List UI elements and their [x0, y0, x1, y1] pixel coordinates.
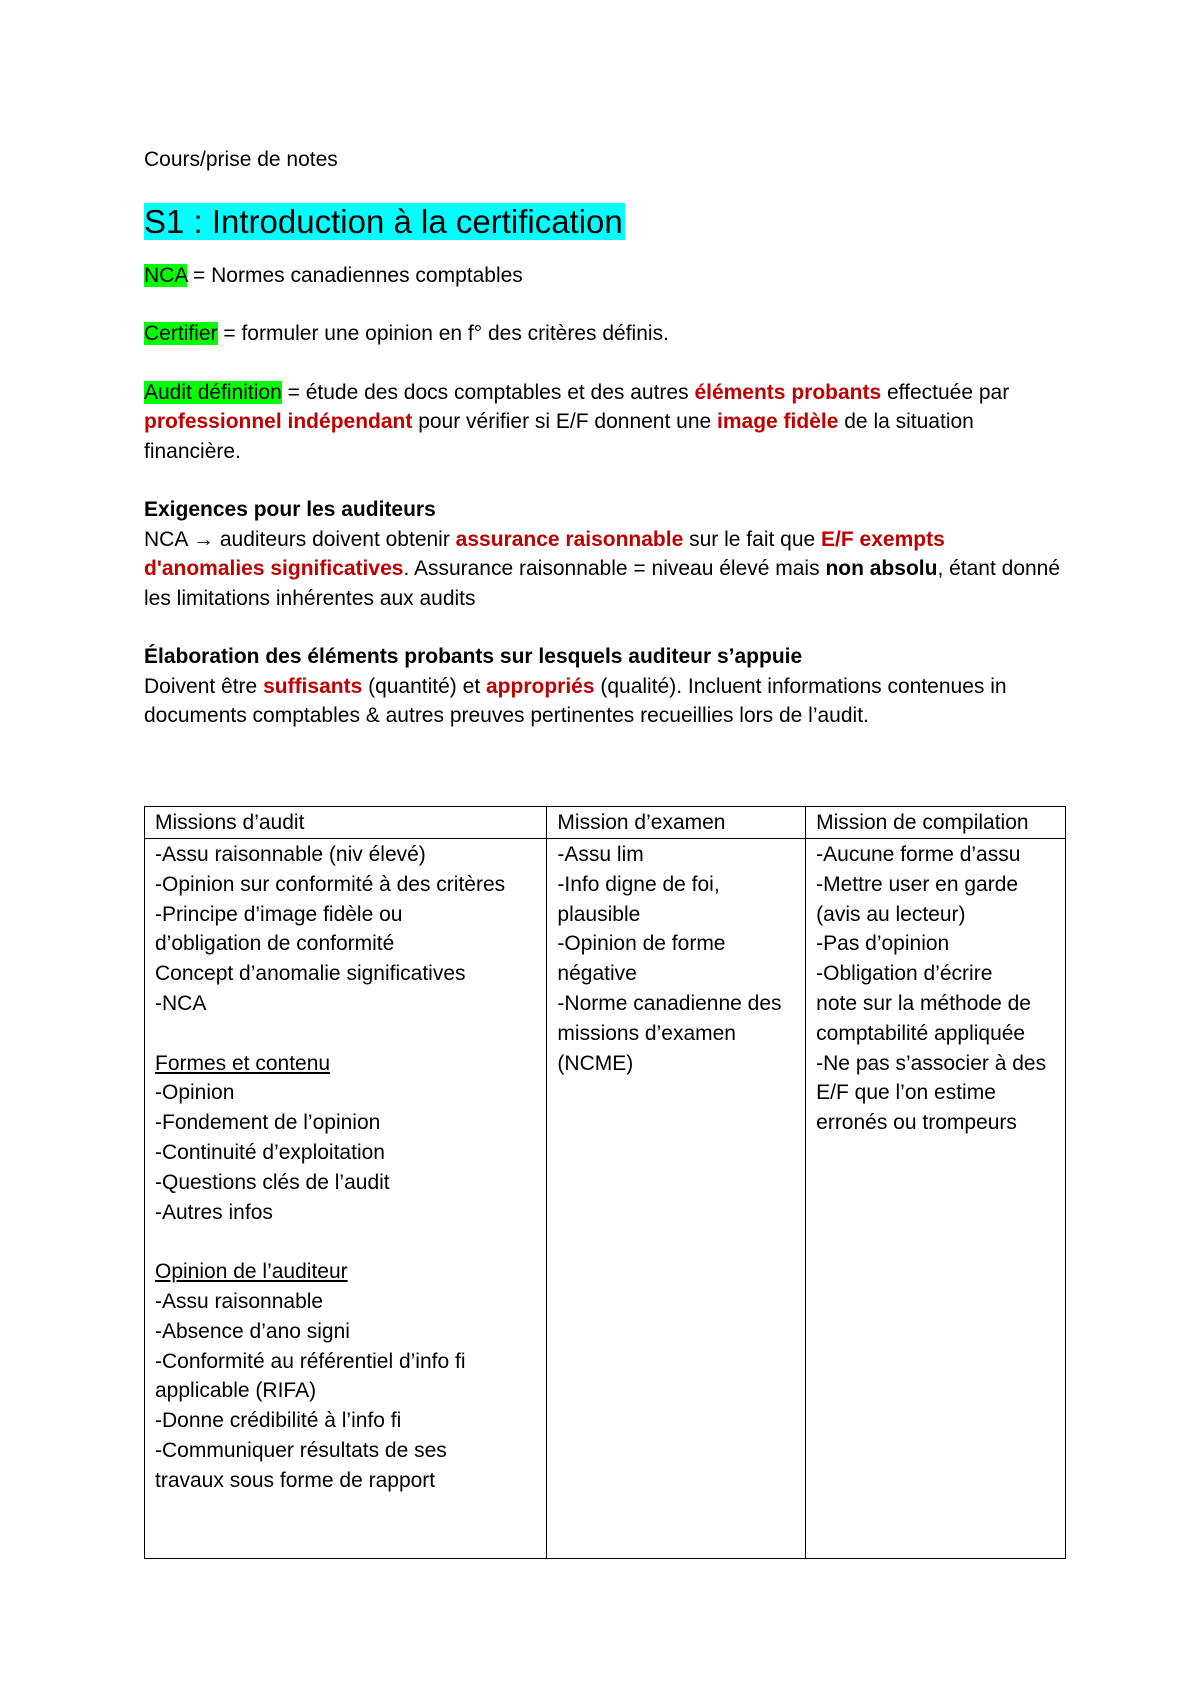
elaboration-text-1: Doivent être	[144, 674, 264, 698]
spacer	[155, 1019, 536, 1049]
audit-emph-1: éléments probants	[694, 380, 882, 404]
exigences-paragraph	[144, 525, 1066, 614]
missions-table	[144, 806, 1066, 1559]
cell-missions-audit	[145, 839, 547, 1559]
list-item: erronés ou trompeurs	[816, 1111, 1017, 1135]
elaboration-text-2: (quantité) et	[362, 674, 486, 698]
list-item: plausible	[557, 902, 641, 926]
document-body	[144, 145, 1066, 760]
exigences-heading: Exigences pour les auditeurs	[144, 498, 436, 521]
exigences-text-1: NCA	[144, 527, 194, 551]
audit-text-2: effectuée par	[881, 380, 1010, 404]
list-item: -Assu raisonnable (niv élevé)	[155, 843, 426, 866]
list-item: -Assu lim	[557, 843, 644, 866]
cell-mission-examen	[547, 839, 806, 1559]
header-mission-compilation: Mission de compilation	[806, 807, 1066, 839]
list-item: -Absence d’ano signi	[155, 1319, 350, 1343]
list-item: -Pas d’opinion	[816, 932, 950, 956]
audit-emph-2: professionnel indépendant	[144, 410, 413, 433]
list-item: -Opinion	[155, 1081, 235, 1105]
list-item: -Mettre user en garde	[816, 872, 1019, 896]
list-item: -Opinion sur conformité à des critères	[155, 872, 506, 896]
arrow-icon: →	[193, 527, 215, 551]
list-item: -Questions clés de l’audit	[155, 1170, 390, 1194]
list-item: -Principe d’image fidèle ou	[155, 902, 403, 926]
list-item: -Communiquer résultats de ses	[155, 1438, 447, 1462]
exigences-emph-2: E/F exempts d'anomalies significatives	[144, 527, 945, 580]
list-item: d’obligation de conformité	[155, 932, 395, 956]
header-mission-examen: Mission d’examen	[547, 807, 806, 839]
exigences-text-5: , étant donné les limitations inhérentes aux audits	[144, 557, 1061, 610]
nca-term: NCA	[144, 263, 188, 287]
list-item: -Norme canadienne des	[557, 991, 782, 1015]
elaboration-heading: Élaboration des éléments probants sur lesquels auditeur s’appuie	[144, 645, 803, 668]
list-item: négative	[557, 962, 637, 986]
list-item: travaux sous forme de rapport	[155, 1468, 436, 1492]
audit-text-3: pour vérifier si E/F donnent une	[412, 410, 718, 433]
list-item: -NCA	[155, 991, 207, 1015]
header-missions-audit: Missions d’audit	[145, 807, 547, 839]
audit-text-1: = étude des docs comptables et des autres	[281, 380, 695, 404]
list-item: -Assu raisonnable	[155, 1289, 324, 1313]
list-item: -Ne pas s’associer à des	[816, 1051, 1047, 1075]
list-item: -Aucune forme d’assu	[816, 843, 1021, 866]
certifier-term: Certifier	[144, 322, 218, 345]
list-item: Concept d’anomalie significatives	[155, 962, 466, 986]
list-item: comptabilité appliquée	[816, 1021, 1026, 1045]
list-item: -Obligation d’écrire	[816, 962, 993, 986]
table-row	[145, 839, 1066, 1559]
list-item: applicable (RIFA)	[155, 1379, 317, 1403]
list-item: -Continuité d’exploitation	[155, 1140, 385, 1164]
subheading-formes-contenu: Formes et contenu	[155, 1051, 331, 1075]
list-item: -Info digne de foi,	[557, 872, 720, 896]
audit-emph-3: image fidèle	[717, 410, 839, 433]
list-item: -Opinion de forme	[557, 932, 726, 956]
subheading-opinion-auditeur: Opinion de l’auditeur	[155, 1260, 348, 1284]
list-item: -Autres infos	[155, 1200, 273, 1224]
list-item: (avis au lecteur)	[816, 902, 966, 926]
list-item: -Fondement de l’opinion	[155, 1111, 381, 1135]
list-item: -Donne crédibilité à l’info fi	[155, 1409, 402, 1433]
elaboration-text-3: (qualité). Incluent informations contenues in documents comptables & autres preuves pertinentes recueillies lors de l’audit.	[144, 674, 1007, 727]
table-header-row	[145, 807, 1066, 839]
exigences-text-2: auditeurs doivent obtenir	[214, 527, 456, 551]
audit-text-4: de la situation financière.	[144, 410, 974, 463]
title-highlight: S1 : Introduction à la certification	[144, 202, 623, 240]
audit-definition	[144, 378, 1066, 467]
list-item: -Conformité au référentiel d’info fi	[155, 1349, 466, 1373]
certifier-definition	[144, 319, 1066, 349]
nca-definition	[144, 261, 1066, 291]
exigences-text-4: . Assurance raisonnable = niveau élevé mais	[403, 557, 826, 580]
pre-title: Cours/prise de notes	[144, 148, 338, 171]
list-item: (NCME)	[557, 1051, 634, 1075]
nca-def: = Normes canadiennes comptables	[187, 263, 523, 287]
exigences-bold-1: non absolu	[825, 557, 938, 580]
page-title	[144, 197, 1066, 247]
spacer	[155, 1227, 536, 1257]
audit-term: Audit définition	[144, 380, 282, 404]
elaboration-paragraph	[144, 672, 1066, 731]
certifier-def: = formuler une opinion en f° des critères définis.	[217, 322, 669, 345]
list-item: note sur la méthode de	[816, 991, 1031, 1015]
exigences-emph-1: assurance raisonnable	[455, 527, 684, 551]
elaboration-emph-1: suffisants	[263, 674, 363, 698]
cell-mission-compilation	[806, 839, 1066, 1559]
list-item: missions d’examen	[557, 1021, 736, 1045]
elaboration-emph-2: appropriés	[485, 674, 595, 698]
exigences-text-3: sur le fait que	[683, 527, 822, 551]
list-item: E/F que l’on estime	[816, 1081, 996, 1105]
